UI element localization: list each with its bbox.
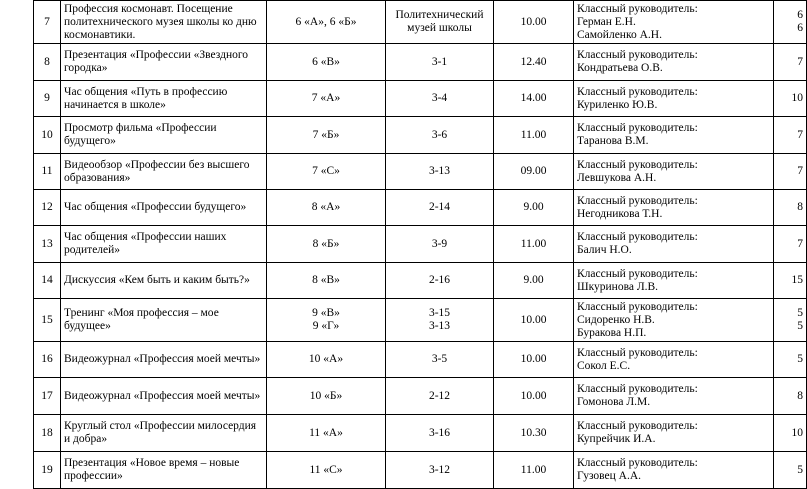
responsible-name: Таранова В.М. — [577, 135, 649, 147]
event-title: Просмотр фильма «Профессии будущего» — [61, 117, 267, 154]
participant-count: 15 — [774, 263, 807, 299]
time-cell: 10.00 — [494, 1, 574, 44]
class-cell: 8 «Б» — [267, 226, 386, 263]
table-row — [34, 415, 807, 452]
responsible-cell — [574, 81, 774, 117]
participant-count: 10 — [774, 415, 807, 452]
event-title: Видеожурнал «Профессия моей мечты» — [61, 342, 267, 378]
place-cell: Политехнический музей школы — [386, 1, 494, 44]
responsible-name: Негодникова Т.Н. — [577, 207, 663, 220]
row-number: 8 — [34, 44, 61, 81]
time-cell: 10.00 — [494, 342, 574, 378]
event-title: Профессия космонавт. Посещение политехнического музея школы ко дню космонавтики. — [61, 1, 267, 44]
responsible-name: Балич Н.О. — [577, 244, 632, 256]
responsible-cell — [574, 299, 774, 342]
class-cell: 11 «С» — [267, 452, 386, 489]
time-cell: 10.30 — [494, 415, 574, 452]
row-number: 7 — [34, 1, 61, 44]
event-title: Видеожурнал «Профессия моей мечты» — [61, 378, 267, 415]
class-value: 9 «В» — [312, 307, 340, 319]
time-cell: 12.40 — [494, 44, 574, 81]
responsible-title: Классный руководитель: — [577, 85, 698, 98]
responsible-cell — [574, 378, 774, 415]
count-value: 5 — [797, 320, 803, 332]
place-cell: 3-5 — [386, 342, 494, 378]
row-number: 17 — [34, 378, 61, 415]
place-cell: 3-12 — [386, 452, 494, 489]
responsible-name: Купрейчик И.А. — [577, 433, 656, 445]
row-number: 13 — [34, 226, 61, 263]
time-cell: 11.00 — [494, 226, 574, 263]
responsible-name: Шкуринова Л.В. — [577, 280, 659, 293]
place-cell: 3-4 — [386, 81, 494, 117]
event-title: Видеообзор «Профессии без высшего образования» — [61, 154, 267, 190]
table-row — [34, 190, 807, 226]
time-cell: 9.00 — [494, 263, 574, 299]
time-cell: 9.00 — [494, 190, 574, 226]
responsible-name: Куриленко Ю.В. — [577, 98, 658, 111]
responsible-cell — [574, 415, 774, 452]
event-title: Час общения «Профессии будущего» — [61, 190, 267, 226]
responsible-cell — [574, 154, 774, 190]
count-value: 6 — [797, 9, 803, 21]
event-title: Тренинг «Моя профессия – мое будущее» — [61, 299, 267, 342]
time-cell: 11.00 — [494, 452, 574, 489]
class-cell: 7 «А» — [267, 81, 386, 117]
responsible-name: Кондратьева О.В. — [577, 62, 663, 74]
class-cell: 7 «Б» — [267, 117, 386, 154]
responsible-name: Гомонова Л.М. — [577, 396, 651, 408]
place-cell: 3-6 — [386, 117, 494, 154]
event-title: Дискуссия «Кем быть и каким быть?» — [61, 263, 267, 299]
place-cell — [386, 299, 494, 342]
responsible-name: Гузовец А.А. — [577, 470, 642, 482]
table-row — [34, 226, 807, 263]
row-number: 14 — [34, 263, 61, 299]
table-row — [34, 299, 807, 342]
responsible-cell — [574, 117, 774, 154]
responsible-name: Сокол Е.С. — [577, 359, 631, 372]
responsible-cell — [574, 1, 774, 44]
place-value: 3-15 — [428, 307, 451, 319]
responsible-title: Классный руководитель: — [577, 49, 698, 61]
schedule-table — [33, 0, 807, 489]
class-cell: 8 «В» — [267, 263, 386, 299]
row-number: 10 — [34, 117, 61, 154]
place-cell: 2-16 — [386, 263, 494, 299]
class-cell: 11 «А» — [267, 415, 386, 452]
table-row — [34, 378, 807, 415]
table-row — [34, 44, 807, 81]
count-value: 5 — [797, 307, 803, 319]
responsible-title: Классный руководитель: — [577, 300, 698, 313]
place-cell: 2-12 — [386, 378, 494, 415]
participant-count — [774, 299, 807, 342]
time-cell: 10.00 — [494, 378, 574, 415]
event-title: Презентация «Новое время – новые профессии» — [61, 452, 267, 489]
table-row — [34, 154, 807, 190]
participant-count: 8 — [774, 190, 807, 226]
responsible-title: Классный руководитель: — [577, 346, 698, 359]
responsible-title: Классный руководитель: — [577, 194, 698, 207]
responsible-cell — [574, 263, 774, 299]
row-number: 16 — [34, 342, 61, 378]
class-cell: 7 «С» — [267, 154, 386, 190]
table-row — [34, 342, 807, 378]
event-title: Час общения «Путь в профессию начинается в школе» — [61, 81, 267, 117]
place-cell: 3-9 — [386, 226, 494, 263]
row-number: 9 — [34, 81, 61, 117]
class-cell — [267, 299, 386, 342]
row-number: 19 — [34, 452, 61, 489]
time-cell: 10.00 — [494, 299, 574, 342]
responsible-cell — [574, 452, 774, 489]
participant-count: 7 — [774, 44, 807, 81]
participant-count: 5 — [774, 342, 807, 378]
responsible-title: Классный руководитель: — [577, 158, 698, 171]
time-cell: 09.00 — [494, 154, 574, 190]
table-row — [34, 1, 807, 44]
place-value: 3-13 — [428, 320, 451, 332]
responsible-name: Герман Е.Н. — [577, 15, 636, 28]
responsible-cell — [574, 190, 774, 226]
responsible-title: Классный руководитель: — [577, 457, 698, 469]
place-cell: 3-16 — [386, 415, 494, 452]
responsible-name: Левшукова А.Н. — [577, 171, 657, 184]
row-number: 11 — [34, 154, 61, 190]
participant-count: 8 — [774, 378, 807, 415]
responsible-cell — [574, 226, 774, 263]
participant-count: 5 — [774, 452, 807, 489]
class-cell: 6 «А», 6 «Б» — [267, 1, 386, 44]
responsible-name: Сидоренко Н.В. — [577, 313, 655, 326]
responsible-title: Классный руководитель: — [577, 267, 698, 280]
class-cell: 10 «А» — [267, 342, 386, 378]
class-cell: 8 «А» — [267, 190, 386, 226]
table-row — [34, 452, 807, 489]
responsible-title: Классный руководитель: — [577, 2, 698, 15]
class-cell: 6 «В» — [267, 44, 386, 81]
responsible-name: Самойленко А.Н. — [577, 28, 662, 41]
time-cell: 14.00 — [494, 81, 574, 117]
row-number: 18 — [34, 415, 61, 452]
participant-count: 7 — [774, 226, 807, 263]
responsible-title: Классный руководитель: — [577, 420, 698, 432]
class-cell: 10 «Б» — [267, 378, 386, 415]
time-cell: 11.00 — [494, 117, 574, 154]
table-row — [34, 263, 807, 299]
participant-count: 7 — [774, 154, 807, 190]
event-title: Презентация «Профессии «Звездного городка» — [61, 44, 267, 81]
place-cell: 2-14 — [386, 190, 494, 226]
class-value: 9 «Г» — [312, 320, 340, 332]
count-value: 6 — [797, 22, 803, 34]
event-title: Час общения «Профессии наших родителей» — [61, 226, 267, 263]
row-number: 15 — [34, 299, 61, 342]
responsible-cell — [574, 44, 774, 81]
place-cell: 3-13 — [386, 154, 494, 190]
responsible-cell — [574, 342, 774, 378]
responsible-title: Классный руководитель: — [577, 231, 698, 243]
participant-count — [774, 1, 807, 44]
responsible-name: Буракова Н.П. — [577, 326, 647, 339]
responsible-title: Классный руководитель: — [577, 122, 698, 134]
responsible-title: Классный руководитель: — [577, 383, 698, 395]
table-row — [34, 81, 807, 117]
schedule-body — [34, 1, 807, 489]
table-row — [34, 117, 807, 154]
place-cell: 3-1 — [386, 44, 494, 81]
participant-count: 7 — [774, 117, 807, 154]
participant-count: 10 — [774, 81, 807, 117]
event-title: Круглый стол «Профессии милосердия и добра» — [61, 415, 267, 452]
row-number: 12 — [34, 190, 61, 226]
